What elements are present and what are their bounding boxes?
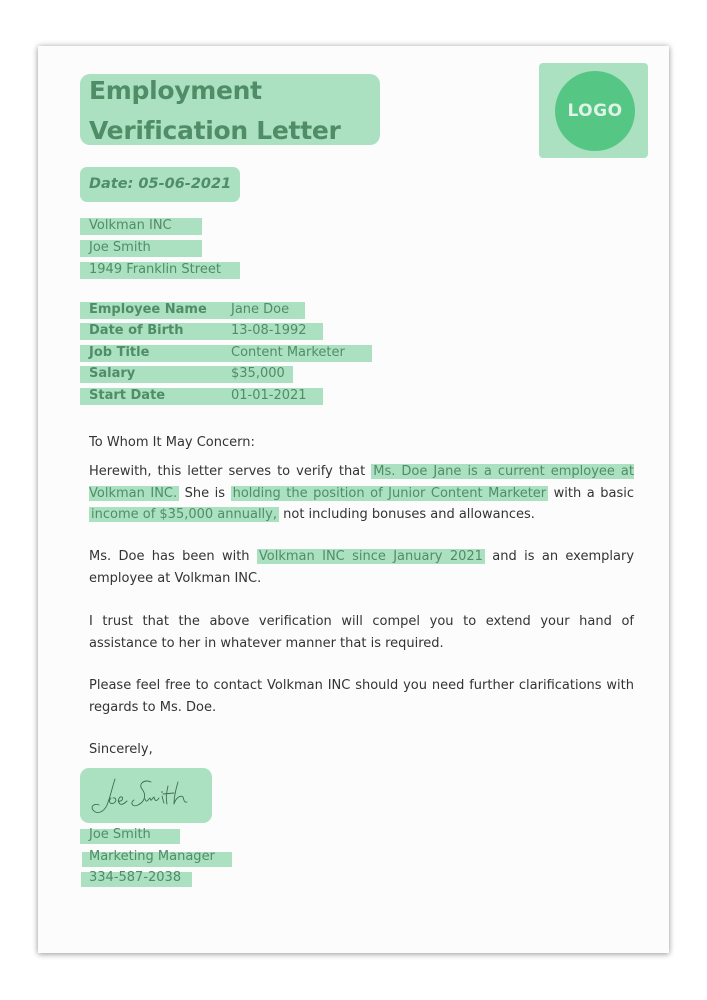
p1-text-d: not including bonuses and allowances. bbox=[279, 507, 535, 522]
signer-title: Marketing Manager bbox=[89, 849, 215, 864]
info-label-salary: Salary bbox=[89, 366, 136, 381]
closing: Sincerely, bbox=[89, 742, 153, 757]
p2-text-b: and is an exemplary employee at Volkman INC. bbox=[89, 549, 635, 586]
signature-box bbox=[80, 768, 212, 823]
page-title bbox=[89, 71, 389, 151]
info-value-job-title: Content Marketer bbox=[231, 345, 345, 360]
recipient-contact: Joe Smith bbox=[89, 240, 151, 255]
p1-highlight-position: holding the position of Junior Content Marketer bbox=[232, 485, 547, 501]
info-value-salary: $35,000 bbox=[231, 366, 285, 381]
info-value-employee-name: Jane Doe bbox=[231, 302, 290, 317]
letter-date: Date: 05-06-2021 bbox=[89, 176, 232, 192]
title-line-1: Employment bbox=[89, 76, 262, 105]
paragraph-3: I trust that the above verification will compel you to extend your hand of assistance to her in whatever manner that is required. bbox=[89, 614, 634, 651]
p1-text-b: She is bbox=[179, 485, 231, 501]
p2-text-a: Ms. Doe has been with bbox=[89, 549, 257, 564]
p1-highlight-income: income of $35,000 annually, bbox=[91, 507, 277, 522]
info-label-date-of-birth: Date of Birth bbox=[89, 323, 184, 338]
signature-image bbox=[80, 768, 212, 823]
p2-highlight-tenure: Volkman INC since January 2021 bbox=[258, 549, 483, 564]
recipient-street: 1949 Franklin Street bbox=[89, 262, 221, 277]
logo-circle: LOGO bbox=[555, 71, 635, 151]
title-line-2: Verification Letter bbox=[89, 116, 341, 145]
letter-page bbox=[38, 46, 669, 953]
info-label-employee-name: Employee Name bbox=[89, 302, 207, 317]
p1-text-c: with a basic bbox=[548, 485, 635, 501]
info-value-date-of-birth: 13-08-1992 bbox=[231, 323, 307, 338]
salutation: To Whom It May Concern: bbox=[89, 435, 255, 450]
paragraph-2 bbox=[89, 546, 634, 589]
info-label-start-date: Start Date bbox=[89, 388, 166, 403]
p1-text-a: Herewith, this letter serves to verify that bbox=[89, 464, 372, 479]
info-label-job-title: Job Title bbox=[89, 345, 150, 360]
paragraph-1 bbox=[89, 461, 634, 526]
signer-phone: 334-587-2038 bbox=[89, 870, 182, 885]
recipient-company: Volkman INC bbox=[89, 218, 172, 233]
info-value-start-date: 01-01-2021 bbox=[231, 388, 307, 403]
signer-name: Joe Smith bbox=[89, 827, 151, 842]
p1-highlight-employment: Ms. Doe Jane is a current employee at Volkman INC. bbox=[89, 464, 634, 501]
paragraph-4: Please feel free to contact Volkman INC should you need further clarifications with regards to Ms. Doe. bbox=[89, 678, 634, 715]
